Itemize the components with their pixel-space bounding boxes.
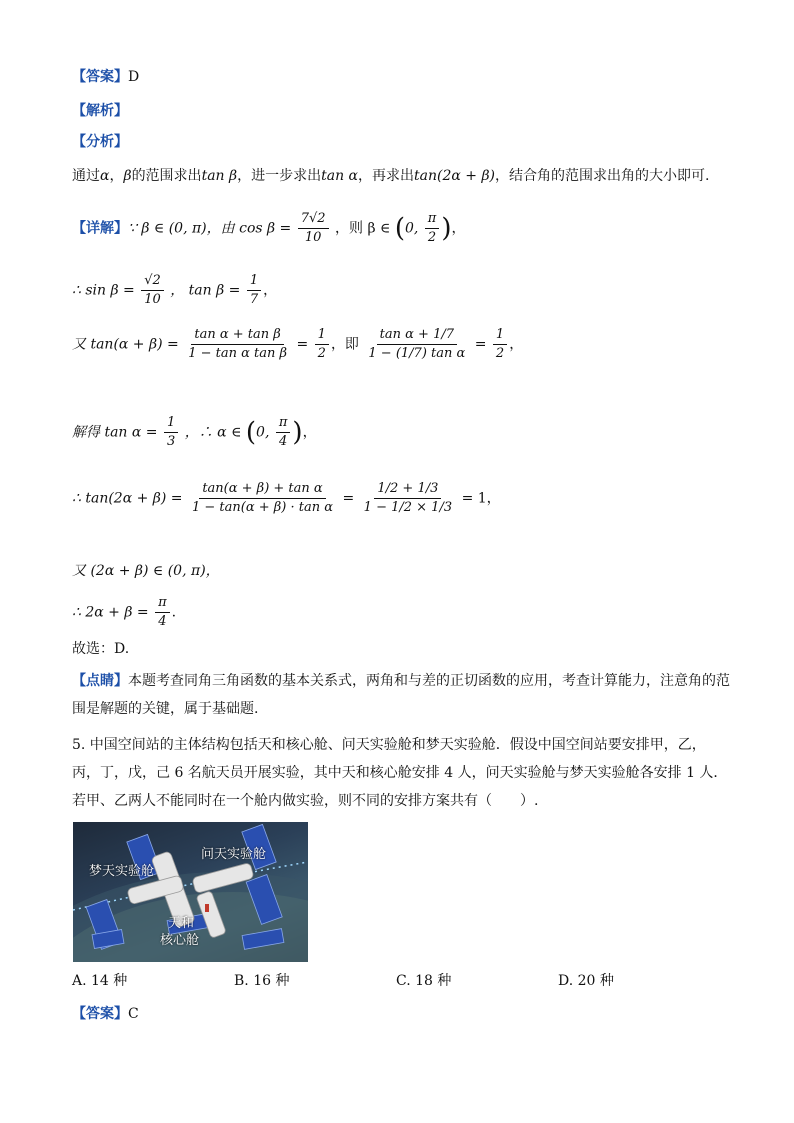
detail-line-3: 又 tan(α + β) = $\frac{\text{tan α + tan β}}{\text{1 − tan α tan β}}$ = $\frac{1}{2}$ ，即 $\frac{\text{tan α + 1/7}}{\text{1 − (1/7) tan α}}$ = $\frac{1}{2}$ ， bbox=[72, 327, 524, 361]
option-a: A. 14 种 bbox=[72, 973, 128, 989]
answer-value: D bbox=[128, 69, 140, 85]
label-wentian: 问天实验舱 bbox=[201, 847, 267, 862]
label-tianhe-1: 天和 bbox=[168, 916, 195, 931]
option-d: D. 20 种 bbox=[558, 973, 614, 989]
detail-line-2: ∴ sin β = $\frac{√2}{10}$ ， tan β = $\frac{1}{7}$ ， bbox=[72, 273, 278, 307]
label-tianhe-2: 核心舱 bbox=[160, 933, 200, 948]
fenxi-text: 通过α，β的范围求出tan β，进一步求出tan α，再求出tan(2α + β)，结合角的范围求出角的大小即可. bbox=[72, 168, 710, 184]
detail-line-5: ∴ tan(2α + β) = $\frac{\text{tan(α + β) + tan α}}{\text{1 − tan(α + β) · tan α}}$ = $\frac{1/2 + 1/3}{1 - 1/2 \times 1/3}$ = 1， bbox=[72, 481, 501, 515]
space-station-image bbox=[73, 822, 308, 962]
analysis-heading: 【解析】 bbox=[72, 103, 128, 119]
comment-paragraph: 【点睛】本题考查同角三角函数的基本关系式，两角和与差的正切函数的应用，考查计算能力，注意角的范围是解题的关键，属于基础题. bbox=[72, 673, 730, 717]
detail-line-4: 解得 tan α = $\frac{1}{3}$ ，∴ α ∈ (0, $\frac{\pi}{4}$ )， bbox=[72, 415, 317, 449]
fenxi-heading: 【分析】 bbox=[72, 134, 128, 150]
answer-tag: 【答案】 bbox=[72, 69, 128, 85]
answer-line-2: 【答案】C bbox=[72, 1006, 139, 1022]
option-b: B. 16 种 bbox=[234, 973, 290, 989]
label-mengtian: 梦天实验舱 bbox=[89, 864, 155, 879]
detail-line-8: 故选：D. bbox=[72, 641, 130, 657]
detail-line-1: 【详解】∵ β ∈ (0, π)，由 cos β = $\frac{7√2}{10}$ ，则 β ∈ (0, $\frac{\pi}{2}$ )， bbox=[72, 211, 466, 245]
answer-line bbox=[72, 66, 139, 86]
detail-line-7: ∴ 2α + β = $\frac{\pi}{4}$ . bbox=[72, 595, 177, 629]
options bbox=[72, 970, 732, 990]
option-c: C. 18 种 bbox=[396, 973, 452, 989]
question-5: 5. 中国空间站的主体结构包括天和核心舱、问天实验舱和梦天实验舱．假设中国空间站要安排甲，乙，丙，丁，戊，己 6 名航天员开展实验，其中天和核心舱安排 4 人，问天实验舱与梦天实验舱各安排 1 人．若甲、乙两人不能同时在一个舱内做实验，则不同的安排方案共有（ ）. bbox=[72, 737, 728, 809]
detail-line-6: 又 (2α + β) ∈ (0, π)， bbox=[72, 563, 220, 579]
